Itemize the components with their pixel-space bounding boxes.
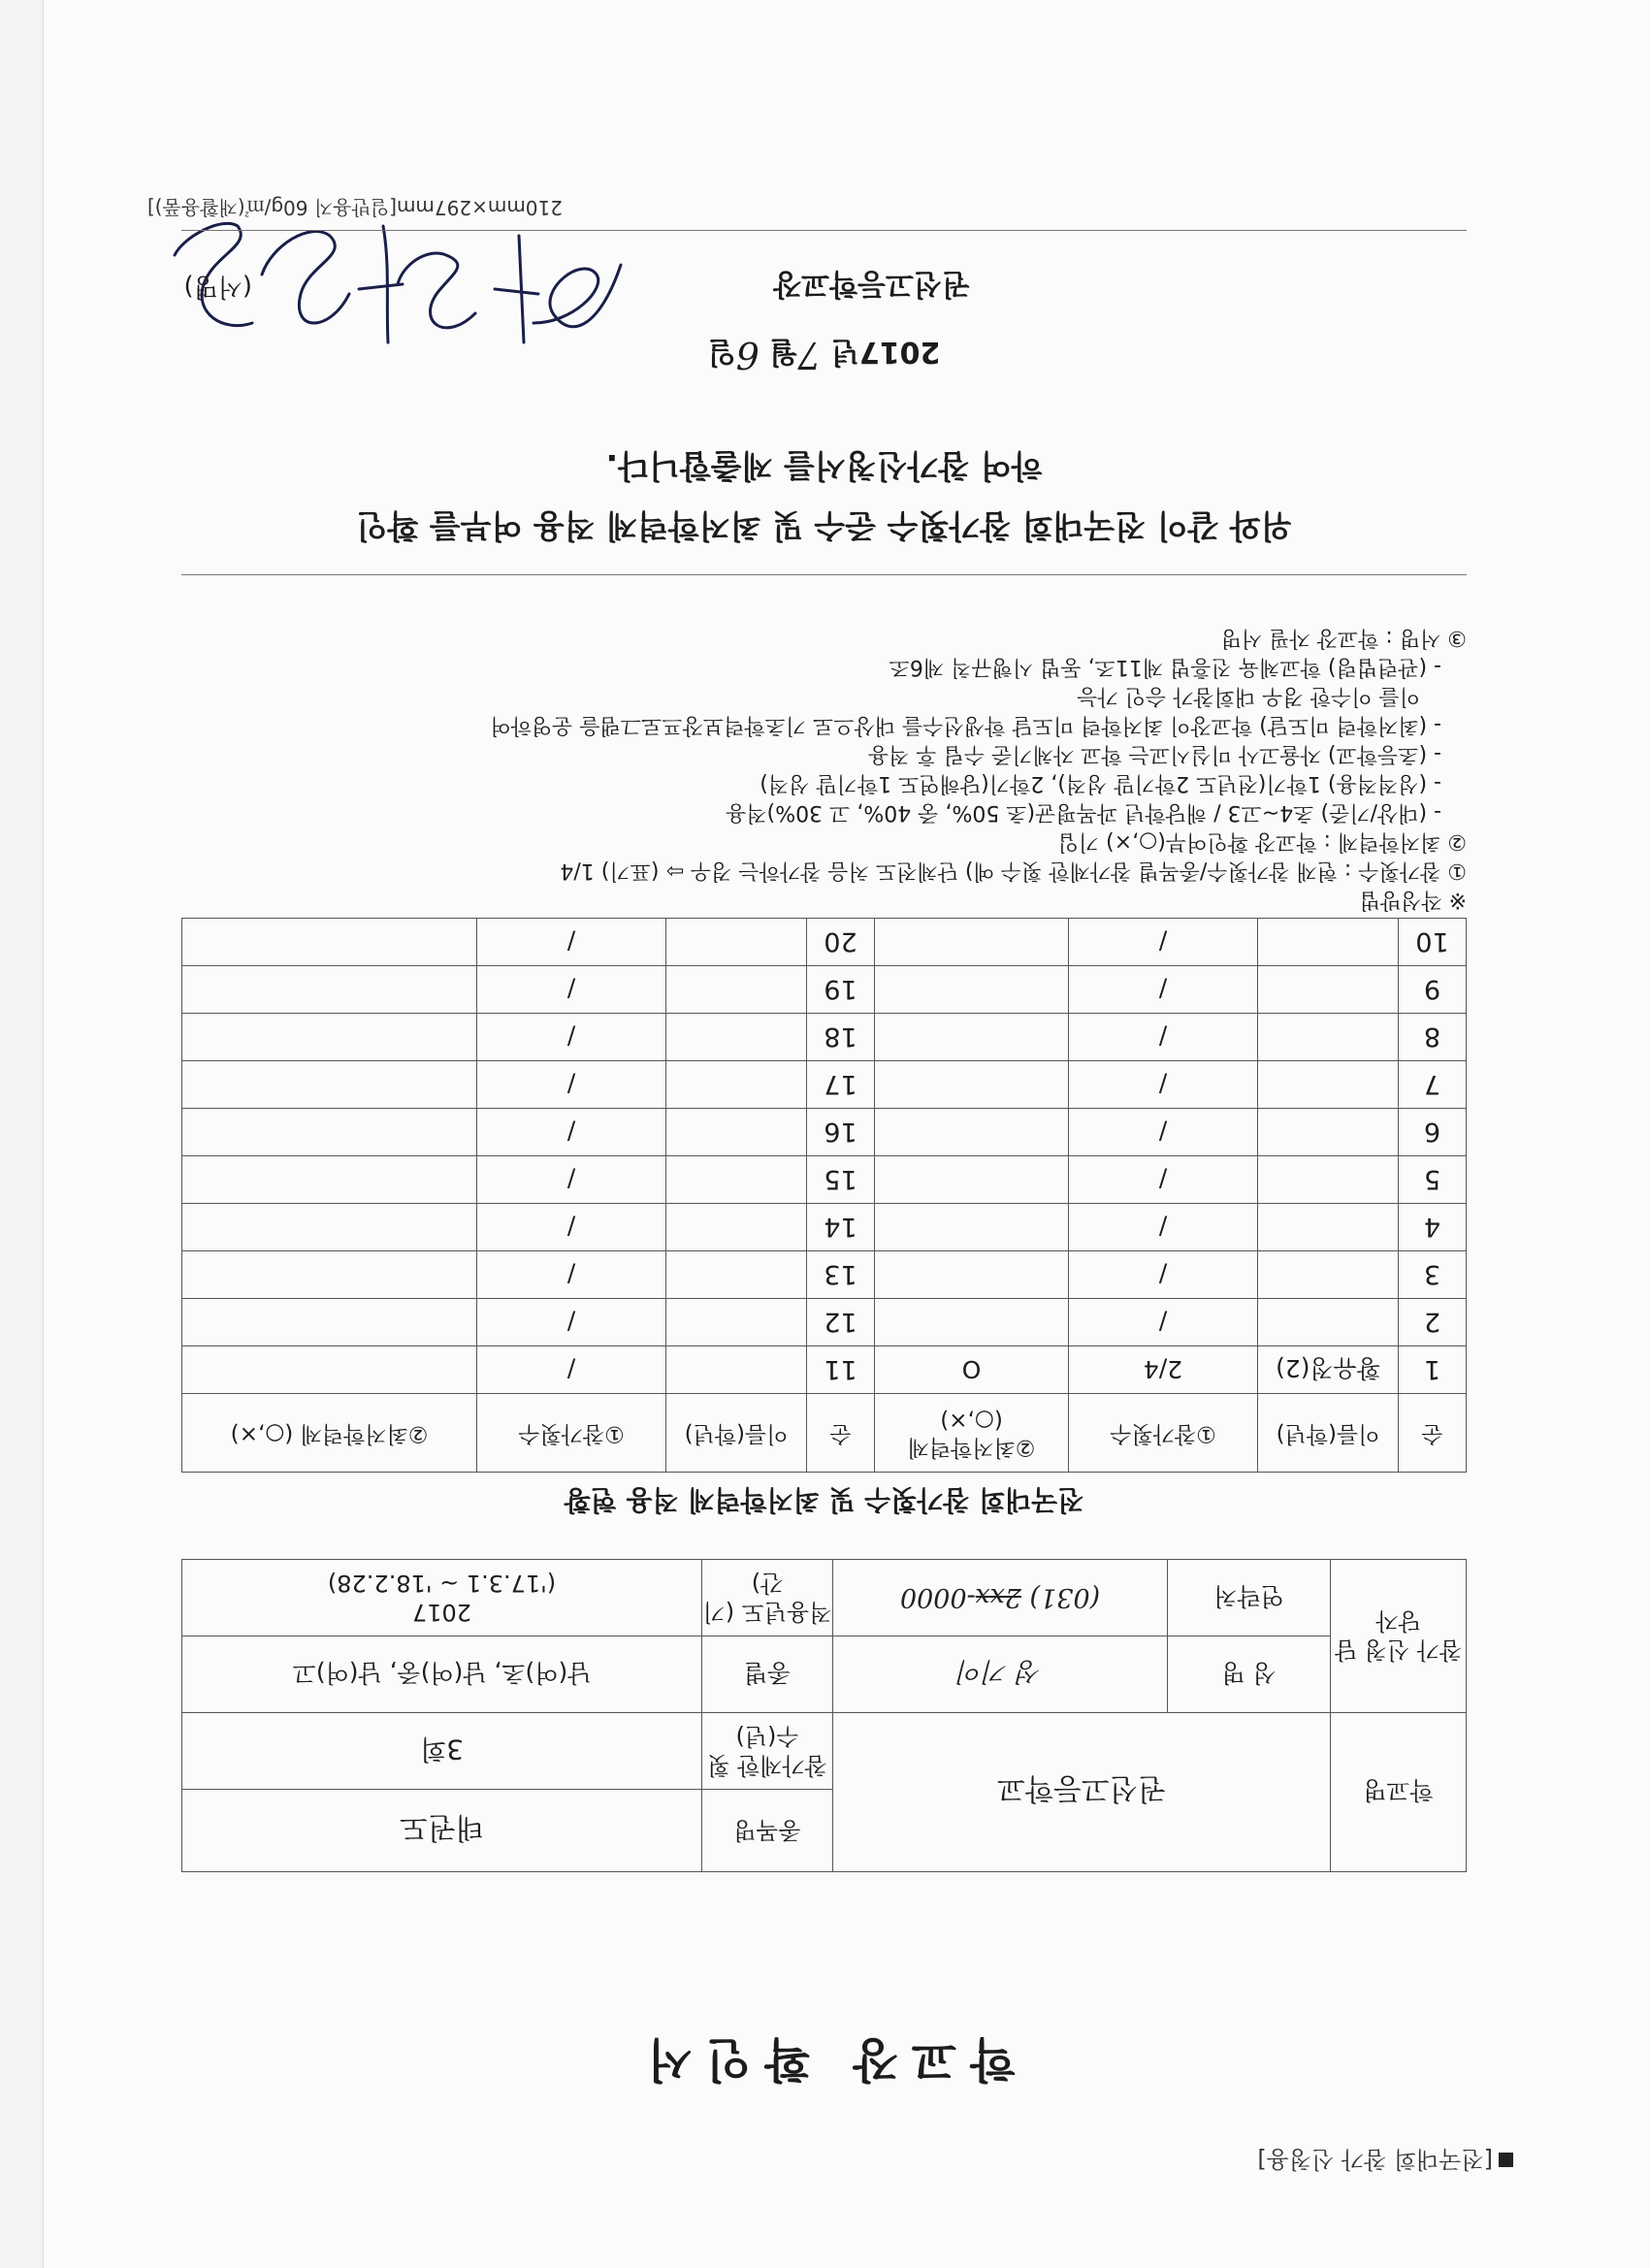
cell-no: 8 [1399, 1014, 1467, 1061]
contact-prefix: (031) [1029, 1582, 1101, 1613]
cell-no: 4 [1399, 1204, 1467, 1251]
cell-count: / [1069, 1109, 1258, 1156]
cell-count-2: / [477, 966, 666, 1014]
cell-min-academic [875, 1299, 1069, 1346]
note-2f: - (관련법령) 학교체육 진흥법 제11조, 동법 시행규칙 제6조 [889, 655, 1441, 679]
date-day-unit: 일 [707, 335, 736, 369]
cell-name [1258, 966, 1399, 1014]
table-row [182, 966, 1467, 1014]
document-title: 학교장 확인서 [633, 2032, 1016, 2087]
year-cell [182, 1560, 702, 1636]
event-label: 종목명 [702, 1790, 833, 1872]
cell-count-2: / [477, 1346, 666, 1394]
count-limit-label: 참가제한 횟수(년) [702, 1713, 833, 1790]
cell-no-2: 15 [807, 1156, 875, 1204]
table-row [182, 1299, 1467, 1346]
cell-no-2: 18 [807, 1014, 875, 1061]
cell-count: / [1069, 1014, 1258, 1061]
cell-min-academic-2 [182, 1014, 477, 1061]
cell-name [1258, 1251, 1399, 1299]
cell-no-2: 17 [807, 1061, 875, 1109]
applicant-name-value: 성 기이 [833, 1636, 1168, 1713]
cell-count: / [1069, 1061, 1258, 1109]
cell-no: 7 [1399, 1061, 1467, 1109]
cell-min-academic [875, 1014, 1069, 1061]
form-tag-text: [전국대회 참가 신청용] [1257, 2146, 1493, 2173]
cell-name-2 [666, 1251, 807, 1299]
year-value: 2017 [411, 1599, 472, 1626]
paper-spec: 210mm×297mm[일반용지 60g/㎡(재활용품)] [146, 196, 563, 219]
contact-struck-text: 2xx [975, 1582, 1021, 1613]
header-name: 이름(학년) [1258, 1394, 1399, 1473]
cell-count-2: / [477, 1061, 666, 1109]
cell-no-2: 13 [807, 1251, 875, 1299]
cell-min-academic [875, 1061, 1069, 1109]
cell-name [1258, 1156, 1399, 1204]
table-row [182, 1251, 1467, 1299]
count-limit-value: 3회 [182, 1713, 702, 1790]
declaration-line-2: 하여 참가신청서를 제출합니다. [605, 447, 1043, 485]
footer-divider [181, 230, 1467, 231]
note-2e: 이를 이수한 경우 대회참가 승인 가능 [1077, 684, 1420, 708]
note-2c: - (초등학교) 자율고사 미실시교는 학교 자체기준 수립 후 적용 [867, 742, 1441, 766]
participation-table [181, 918, 1467, 1473]
signature-stamp-text: (서명) [183, 272, 252, 301]
header-no-2: 순 [807, 1394, 875, 1473]
cell-count: / [1069, 1156, 1258, 1204]
table-row [182, 1346, 1467, 1394]
cell-name-2 [666, 1061, 807, 1109]
header-name-2: 이름(학년) [666, 1394, 807, 1473]
header-min-academic-2: ②최저학력제 (○,×) [182, 1394, 477, 1473]
cell-count: / [1069, 919, 1258, 966]
table-row [182, 1061, 1467, 1109]
cell-name-2 [666, 1156, 807, 1204]
cell-min-academic-2 [182, 1204, 477, 1251]
header-no: 순 [1399, 1394, 1467, 1473]
note-2d: - (최저학력 미도달) 학교장이 최저학력 미도달 학생선수를 대상으로 기초학력보장프로그램을 운영하여 [490, 713, 1441, 737]
table-row [182, 919, 1467, 966]
cell-count-2: / [477, 1014, 666, 1061]
period-value: ('17.3.1 ~ '18.2.28) [327, 1570, 557, 1597]
cell-name [1258, 1299, 1399, 1346]
contact-value [833, 1560, 1168, 1636]
cell-count-2: / [477, 1156, 666, 1204]
header-count-2: ①참가횟수 [477, 1394, 666, 1473]
cell-no: 2 [1399, 1299, 1467, 1346]
principal-title: 권선고등학교장 [773, 267, 970, 301]
name-label: 성 명 [1168, 1636, 1331, 1713]
cell-no-2: 12 [807, 1299, 875, 1346]
table-header-row [182, 1394, 1467, 1473]
note-1: ① 참가횟수 : 현재 참가횟수/종목별 참가제한 횟수 예) 단체전도 처음 참가하는 경우 ⇨ (표기) 1/4 [560, 859, 1467, 883]
declaration-line-1: 위와 같이 전국대회 참가횟수 준수 및 최저학력제 적용 여부를 확인 [356, 507, 1292, 545]
cell-min-academic-2 [182, 966, 477, 1014]
cell-count-2: / [477, 1109, 666, 1156]
cell-min-academic-2 [182, 919, 477, 966]
cell-name-2 [666, 1014, 807, 1061]
cell-min-academic [875, 1156, 1069, 1204]
note-2b: - (성적적용) 1학기(전년도 2학기말 성적), 2학기(당해연도 1학기말 성적) [760, 771, 1441, 795]
cell-min-academic [875, 966, 1069, 1014]
cell-no-2: 16 [807, 1109, 875, 1156]
cell-name-2 [666, 919, 807, 966]
cell-name-2 [666, 966, 807, 1014]
table-row [182, 1156, 1467, 1204]
cell-min-academic-2 [182, 1251, 477, 1299]
cell-count: / [1069, 1299, 1258, 1346]
scan-edge-strip [0, 0, 44, 2268]
cell-name-2 [666, 1204, 807, 1251]
applicant-label: 참가 신청 담당자 [1331, 1560, 1467, 1713]
divider-line [181, 574, 1467, 575]
cell-count-2: / [477, 1251, 666, 1299]
cell-no-2: 11 [807, 1346, 875, 1394]
notes-heading: ※ 작성방법 [1359, 888, 1467, 912]
type-label: 종별 [702, 1636, 833, 1713]
table-row [182, 1014, 1467, 1061]
cell-name [1258, 919, 1399, 966]
date-year: 2017년 [830, 335, 941, 369]
header-min-academic: ②최저학력제 (○,×) [875, 1394, 1069, 1473]
contact-number: -0000 [899, 1582, 976, 1613]
cell-min-academic-2 [182, 1299, 477, 1346]
table-row [182, 1204, 1467, 1251]
header-count: ①참가횟수 [1069, 1394, 1258, 1473]
cell-no: 3 [1399, 1251, 1467, 1299]
type-value: 남(여)초, 남(여)중, 남(여)고 [182, 1636, 702, 1713]
date-day: 6 [735, 334, 760, 376]
school-name-value: 권선고등학교 [833, 1713, 1331, 1872]
school-name-label: 학교명 [1331, 1713, 1467, 1872]
square-bullet-icon [1499, 2153, 1513, 2167]
cell-count-2: / [477, 1204, 666, 1251]
writing-instructions [181, 623, 1467, 914]
cell-name [1258, 1061, 1399, 1109]
cell-name [1258, 1014, 1399, 1061]
event-value: 태권도 [182, 1790, 702, 1872]
cell-min-academic [875, 1109, 1069, 1156]
table-row [182, 1109, 1467, 1156]
cell-no: 10 [1399, 919, 1467, 966]
cell-name [1258, 1109, 1399, 1156]
note-2: ② 최저학력제 : 학교장 확인여부(○,×) 기입 [1057, 829, 1467, 854]
date-month-unit: 월 [769, 335, 798, 369]
cell-min-academic-2 [182, 1156, 477, 1204]
section-title: 전국대회 참가횟수 및 최저학력제 적용 현황 [564, 1484, 1084, 1516]
contact-label: 연락처 [1168, 1560, 1331, 1636]
cell-name-2 [666, 1109, 807, 1156]
cell-no: 5 [1399, 1156, 1467, 1204]
school-info-table [181, 1559, 1467, 1872]
cell-min-academic-2 [182, 1346, 477, 1394]
declaration [181, 436, 1467, 556]
cell-min-academic [875, 919, 1069, 966]
cell-no-2: 20 [807, 919, 875, 966]
cell-count: / [1069, 1204, 1258, 1251]
cell-count: / [1069, 966, 1258, 1014]
cell-name-2 [666, 1346, 807, 1394]
cell-min-academic-2 [182, 1109, 477, 1156]
cell-min-academic [875, 1251, 1069, 1299]
note-2a: - (대상/기준) 초4~고3 / 해당학년 과목평균(초 50%, 중 40%, 고 30%)적용 [726, 800, 1441, 825]
cell-no: 1 [1399, 1346, 1467, 1394]
cell-min-academic: O [875, 1346, 1069, 1394]
cell-no-2: 19 [807, 966, 875, 1014]
cell-no: 6 [1399, 1109, 1467, 1156]
year-label: 적용년도 (기간) [702, 1560, 833, 1636]
cell-count-2: / [477, 919, 666, 966]
cell-count: 2/4 [1069, 1346, 1258, 1394]
cell-name [1258, 1204, 1399, 1251]
form-tag [1257, 2145, 1513, 2179]
note-3: ③ 서명 : 학교장 자필 서명 [1220, 626, 1467, 650]
cell-name: 황유정(2) [1258, 1346, 1399, 1394]
cell-no: 9 [1399, 966, 1467, 1014]
cell-min-academic [875, 1204, 1069, 1251]
cell-name-2 [666, 1299, 807, 1346]
cell-count: / [1069, 1251, 1258, 1299]
cell-min-academic-2 [182, 1061, 477, 1109]
cell-count-2: / [477, 1299, 666, 1346]
date-month: 7 [797, 334, 822, 376]
cell-no-2: 14 [807, 1204, 875, 1251]
